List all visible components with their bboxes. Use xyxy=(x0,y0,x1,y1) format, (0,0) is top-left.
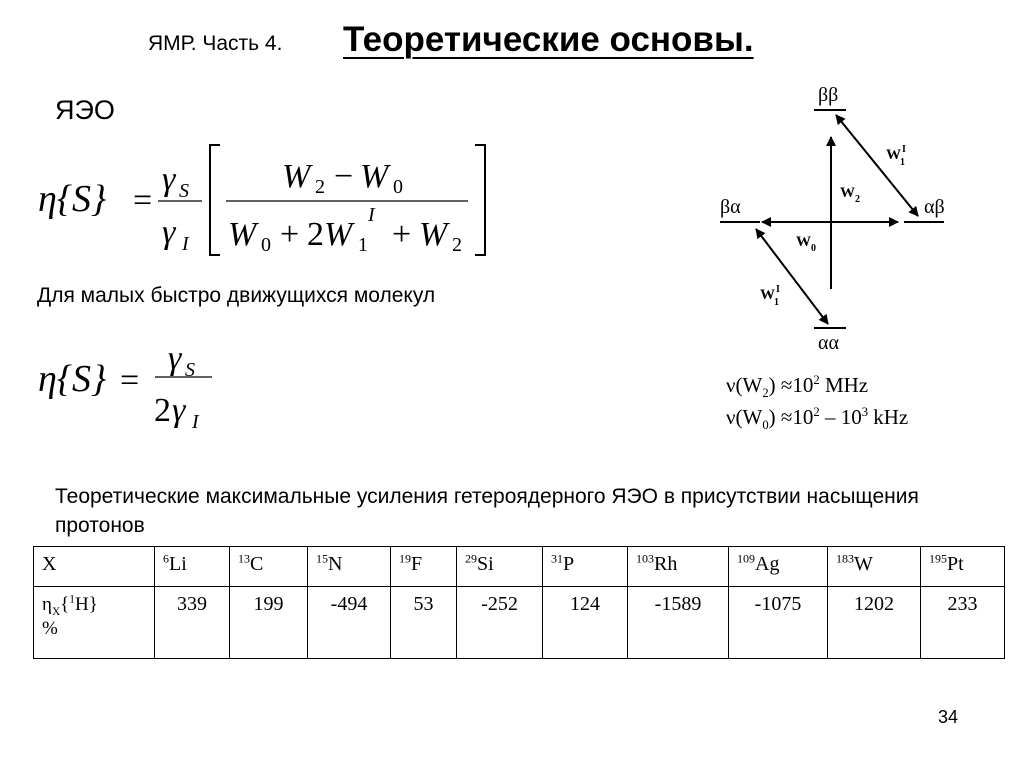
f2-mid: ) ≈10 xyxy=(768,405,814,429)
table-header-cell xyxy=(230,547,308,587)
f1-post: MHz xyxy=(819,373,869,397)
table-header-cell xyxy=(729,547,828,587)
w2-label: W xyxy=(840,185,855,201)
eq1-den-w2-sub: 2 xyxy=(452,234,462,256)
eq1-den-w0-sub: 0 xyxy=(261,234,271,256)
table-header-cell xyxy=(391,547,457,587)
eq1-den-coef: 2 xyxy=(307,216,324,253)
isotope-mass: 31 xyxy=(551,551,563,566)
table-header-cell xyxy=(155,547,230,587)
isotope-symbol: Rh xyxy=(654,553,678,575)
isotope-mass: 13 xyxy=(238,551,250,566)
noe-enhancement-table xyxy=(33,546,1005,659)
f1-pre: ν(W xyxy=(726,373,763,397)
row-label-h: H xyxy=(75,594,89,615)
frequency-w0 xyxy=(726,405,909,433)
eq1-num-w0: W xyxy=(360,158,389,195)
w0-label-sub: 0 xyxy=(811,243,816,254)
eq1-num-w0-sub: 0 xyxy=(393,176,403,198)
w1-lower-label-sub: 1 xyxy=(774,297,779,308)
eq1-den-plus2: + xyxy=(392,216,412,253)
eq1-num-w2: W xyxy=(282,158,311,195)
eq1-equals: = xyxy=(133,182,153,219)
eq1-left-bracket xyxy=(210,145,220,255)
noe-equation-simplified xyxy=(30,335,230,435)
isotope-mass: 6 xyxy=(163,551,169,566)
table-cell: 199 xyxy=(230,587,308,659)
eq1-gamma-num-sub: S xyxy=(179,180,189,202)
row-label-eta: η xyxy=(42,594,52,615)
eq1-den-w0: W xyxy=(228,216,257,253)
table-cell: 124 xyxy=(543,587,628,659)
isotope-mass: 15 xyxy=(316,551,328,566)
f2-pre: ν(W xyxy=(726,405,763,429)
table-cell: -1075 xyxy=(729,587,828,659)
w1-upper-label-sub: 1 xyxy=(900,157,905,168)
row-label-brace-close: } xyxy=(88,594,98,615)
table-cell: 53 xyxy=(391,587,457,659)
isotope-symbol: C xyxy=(250,553,264,575)
isotope-symbol: P xyxy=(563,553,575,575)
isotope-symbol: N xyxy=(328,553,343,575)
table-cell: -252 xyxy=(457,587,543,659)
table-header-row xyxy=(34,547,1005,587)
w1-lower-label: W xyxy=(760,287,775,303)
isotope-mass: 19 xyxy=(399,551,411,566)
eq2-gamma-num-sub: S xyxy=(185,359,195,381)
eq2-gamma-den-sub: I xyxy=(192,411,199,433)
row-label-percent: % xyxy=(42,618,58,639)
f1-sub: 2 xyxy=(762,386,769,401)
f2-sub: 0 xyxy=(762,418,769,433)
isotope-mass: 103 xyxy=(636,551,654,566)
eq1-gamma-den: γ xyxy=(162,214,176,251)
slide-subtitle: ЯМР. Часть 4. xyxy=(148,32,283,55)
isotope-symbol: F xyxy=(411,553,423,575)
isotope-symbol: Si xyxy=(477,553,494,575)
noe-label: ЯЭО xyxy=(55,95,115,125)
isotope-symbol: Ag xyxy=(755,553,780,575)
table-row xyxy=(34,587,1005,659)
eq1-den-w1: W xyxy=(324,216,353,253)
row-label-sup: 1 xyxy=(69,593,75,606)
table-cell: 339 xyxy=(155,587,230,659)
table-cell: 1202 xyxy=(828,587,921,659)
w1-upper-label: W xyxy=(886,147,901,163)
state-ba-label: βα xyxy=(720,196,741,218)
f1-sup: 2 xyxy=(813,373,820,387)
isotope-mass: 109 xyxy=(737,551,755,566)
fast-molecules-note: Для малых быстро движущихся молекул xyxy=(37,284,436,307)
eq2-equals: = xyxy=(120,362,140,399)
eq2-gamma-num: γ xyxy=(168,340,182,377)
row-label-brace-open: { xyxy=(60,594,70,615)
table-cell: -1589 xyxy=(628,587,729,659)
eq1-den-plus1: + xyxy=(280,216,300,253)
f1-mid: ) ≈10 xyxy=(768,373,814,397)
state-ab-label: αβ xyxy=(924,196,945,218)
table-header-cell xyxy=(308,547,391,587)
table-cell: 233 xyxy=(921,587,1005,659)
eq1-num-minus: − xyxy=(334,158,354,195)
energy-level-diagram xyxy=(700,75,990,365)
noe-equation-full xyxy=(30,135,500,265)
max-enhancement-description: Теоретические максимальные усиления гетероядерного ЯЭО в присутствии насыщения протонов xyxy=(55,485,919,537)
isotope-mass: 183 xyxy=(836,551,854,566)
table-header-label: X xyxy=(34,547,155,587)
w2-label-sub: 2 xyxy=(855,194,860,205)
page-number: 34 xyxy=(938,707,959,727)
eq1-num-w2-sub: 2 xyxy=(315,176,325,198)
f2-post: kHz xyxy=(867,405,909,429)
state-bb-label: ββ xyxy=(818,84,839,106)
eq1-right-bracket xyxy=(475,145,485,255)
w1-upper-label-sup: I xyxy=(902,144,906,155)
table-cell: -494 xyxy=(308,587,391,659)
f2-mid2: – 10 xyxy=(819,405,862,429)
table-header-cell xyxy=(921,547,1005,587)
table-row-label xyxy=(34,587,155,659)
w1-lower-arrow xyxy=(756,229,828,324)
w1-lower-label-sup: I xyxy=(776,284,780,295)
eq1-den-w1-sup: I xyxy=(368,204,375,226)
w0-label: W xyxy=(796,234,811,250)
isotope-mass: 29 xyxy=(465,551,477,566)
eq1-den-w2: W xyxy=(419,216,448,253)
slide-title: Теоретические основы. xyxy=(343,20,754,59)
table-header-cell xyxy=(543,547,628,587)
row-label-sub: X xyxy=(51,605,61,618)
table-header-cell xyxy=(628,547,729,587)
eq2-den-coef: 2 xyxy=(154,392,171,429)
f2-sup2: 3 xyxy=(861,405,868,419)
eq1-den-w1-sub: 1 xyxy=(358,234,368,256)
isotope-symbol: Li xyxy=(169,553,187,575)
isotope-symbol: W xyxy=(854,553,873,575)
eq1-gamma-num: γ xyxy=(162,161,176,198)
isotope-mass: 195 xyxy=(929,551,947,566)
eq1-gamma-den-sub: I xyxy=(182,233,189,255)
table-header-cell xyxy=(828,547,921,587)
eq2-gamma-den: γ xyxy=(172,392,186,429)
isotope-symbol: Pt xyxy=(947,553,964,575)
table-header-cell xyxy=(457,547,543,587)
f2-sup1: 2 xyxy=(813,405,820,419)
frequency-w2 xyxy=(726,373,869,401)
eq2-lhs: η{S} xyxy=(38,358,107,400)
state-aa-label: αα xyxy=(818,332,839,354)
eq1-lhs: η{S} xyxy=(38,178,107,220)
